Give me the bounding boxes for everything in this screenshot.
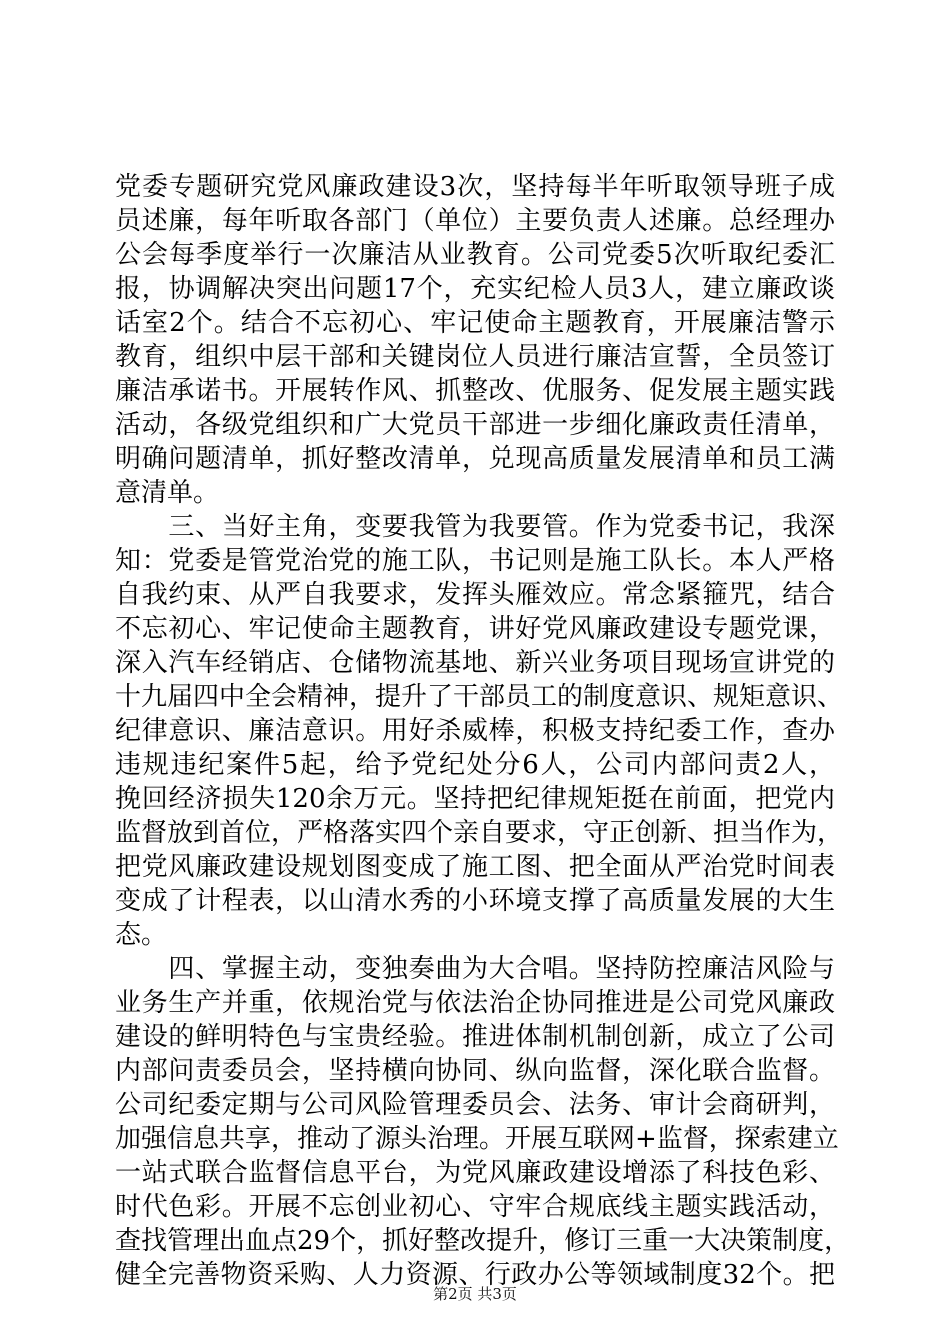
text-line: 廉洁承诺书。开展转作风、抓整改、优服务、促发展主题实践: [115, 376, 835, 406]
text-line: 不忘初心、牢记使命主题教育，讲好党风廉政建设专题党课，: [115, 614, 835, 644]
text-line: 时代色彩。开展不忘创业初心、守牢合规底线主题实践活动，: [115, 1192, 835, 1222]
text-line: 态。: [115, 920, 168, 950]
text-line: 内部问责委员会，坚持横向协同、纵向监督，深化联合监督。: [115, 1056, 835, 1086]
text-line: 加强信息共享，推动了源头治理。开展互联网+监督，探索建立: [115, 1124, 839, 1154]
text-line: 深入汽车经销店、仓储物流基地、新兴业务项目现场宣讲党的: [115, 648, 835, 678]
text-line: 公司纪委定期与公司风险管理委员会、法务、审计会商研判，: [115, 1090, 835, 1120]
text-line: 变成了计程表，以山清水秀的小环境支撑了高质量发展的大生: [115, 886, 835, 916]
text-line: 十九届四中全会精神，提升了干部员工的制度意识、规矩意识、: [115, 682, 844, 712]
text-line: 报，协调解决突出问题17个，充实纪检人员3人，建立廉政谈: [115, 274, 835, 304]
text-line: 意清单。: [115, 478, 220, 508]
text-line: 业务生产并重，依规治党与依法治企协同推进是公司党风廉政: [115, 988, 835, 1018]
text-line: 纪律意识、廉洁意识。用好杀威棒，积极支持纪委工作，查办: [115, 716, 835, 746]
text-line: 话室2个。结合不忘初心、牢记使命主题教育，开展廉洁警示: [115, 308, 835, 338]
text-line: 明确问题清单，抓好整改清单，兑现高质量发展清单和员工满: [115, 444, 835, 474]
body-text: [115, 170, 851, 1292]
text-line: 教育，组织中层干部和关键岗位人员进行廉洁宣誓，全员签订: [115, 342, 835, 372]
text-line: 挽回经济损失120余万元。坚持把纪律规矩挺在前面，把党内: [115, 784, 835, 814]
text-line: 员述廉，每年听取各部门（单位）主要负责人述廉。总经理办: [115, 206, 835, 236]
text-line: 建设的鲜明特色与宝贵经验。推进体制机制创新，成立了公司: [115, 1022, 835, 1052]
text-line: 公会每季度举行一次廉洁从业教育。公司党委5次听取纪委汇: [115, 240, 835, 270]
text-line: 违规违纪案件5起，给予党纪处分6人，公司内部问责2人，: [115, 750, 835, 780]
page-footer: 第2页 共3页: [433, 1285, 517, 1303]
text-line: 活动，各级党组织和广大党员干部进一步细化廉政责任清单，: [115, 410, 835, 440]
text-line: 监督放到首位，严格落实四个亲自要求，守正创新、担当作为，: [115, 818, 844, 848]
text-line: 把党风廉政建设规划图变成了施工图、把全面从严治党时间表: [115, 852, 835, 882]
text-line: 知：党委是管党治党的施工队，书记则是施工队长。本人严格: [115, 546, 835, 576]
text-line: 查找管理出血点29个，抓好整改提升，修订三重一大决策制度，: [115, 1226, 851, 1256]
text-line: 健全完善物资采购、人力资源、行政办公等领域制度32个。把: [115, 1260, 835, 1290]
text-line: 自我约束、从严自我要求，发挥头雁效应。常念紧箍咒，结合: [115, 580, 835, 610]
text-line: 党委专题研究党风廉政建设3次，坚持每半年听取领导班子成: [115, 172, 835, 202]
text-line: 四、掌握主动，变独奏曲为大合唱。坚持防控廉洁风险与: [115, 954, 835, 984]
text-line: 三、当好主角，变要我管为我要管。作为党委书记，我深: [115, 512, 835, 542]
text-line: 一站式联合监督信息平台，为党风廉政建设增添了科技色彩、: [115, 1158, 835, 1188]
